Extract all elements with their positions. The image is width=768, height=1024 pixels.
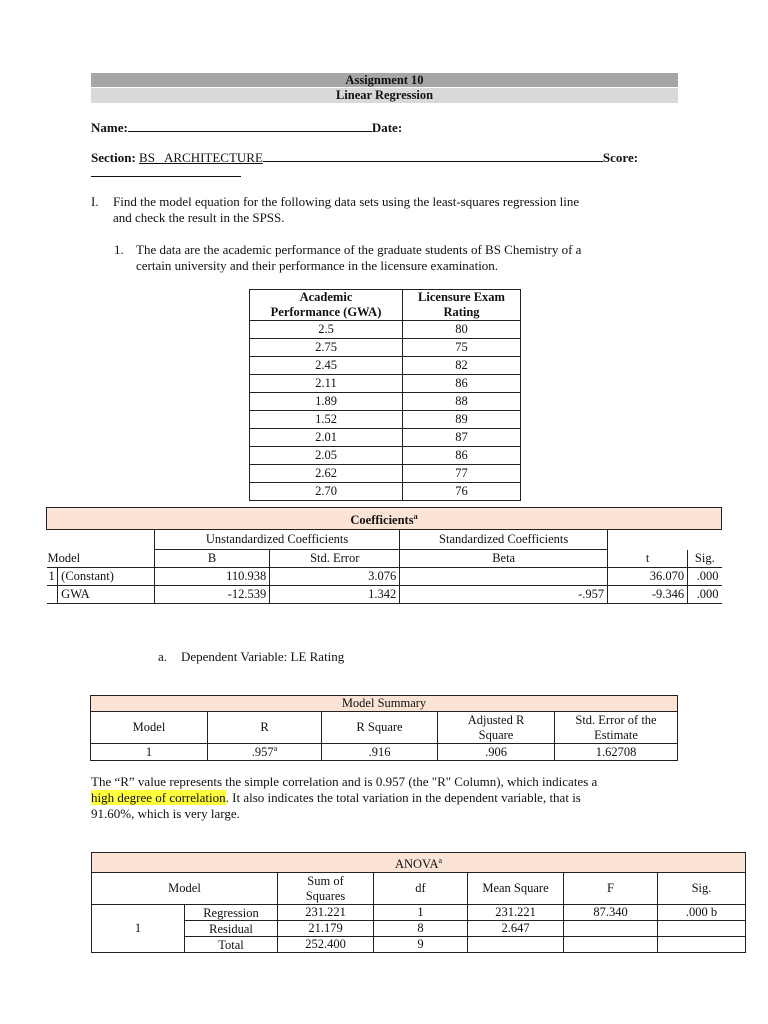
anova-df-header: df bbox=[374, 873, 468, 905]
row-label: (Constant) bbox=[58, 568, 155, 586]
name-label: Name: bbox=[91, 120, 128, 135]
summary-rsq-header: R Square bbox=[322, 712, 438, 744]
anova-model-header: Model bbox=[92, 873, 278, 905]
paragraph-line-1: The “R” value represents the simple correlation and is 0.957 (the "R" Column), which indicates a bbox=[91, 774, 598, 789]
anova-f-header: F bbox=[564, 873, 658, 905]
anova-sig-header: Sig. bbox=[658, 873, 746, 905]
beta-header: Beta bbox=[400, 550, 608, 568]
table-row: 2.45 82 bbox=[250, 357, 521, 375]
paragraph-line-2: high degree of correlation. It also indicates the total variation in the dependent variable, that is bbox=[91, 790, 581, 805]
summary-r-header: R bbox=[208, 712, 322, 744]
coefficients-table bbox=[46, 507, 722, 604]
sig-header: Sig. bbox=[688, 550, 722, 568]
section-label: Section: bbox=[91, 150, 136, 165]
anova-ms-header: Mean Square bbox=[468, 873, 564, 905]
section-field bbox=[91, 149, 681, 166]
summary-model-header: Model bbox=[91, 712, 208, 744]
table-row: 1 (Constant) 110.938 3.076 36.070 .000 bbox=[47, 568, 722, 586]
unstandardized-header: Unstandardized Coefficients bbox=[154, 530, 399, 550]
model-index: 1 bbox=[47, 568, 58, 586]
table-row: Total 252.400 9 bbox=[92, 937, 746, 953]
table-row: 1.89 88 bbox=[250, 393, 521, 411]
highlighted-text: high degree of correlation bbox=[91, 790, 226, 805]
date-label: Date: bbox=[371, 120, 403, 135]
item-number: 1. bbox=[114, 242, 124, 257]
table-row: 1.52 89 bbox=[250, 411, 521, 429]
table-row: 1 .957$^a$ .916 .906 1.62708 bbox=[91, 744, 678, 761]
table-row: 2.11 86 bbox=[250, 375, 521, 393]
anova-ss-header: Sum of Squares bbox=[278, 873, 374, 905]
data-table-header bbox=[250, 290, 521, 321]
instruction-line-1: Find the model equation for the following data sets using the least-squares regression line bbox=[113, 194, 580, 209]
section-value: BS ARCHITECTURE bbox=[139, 150, 263, 165]
item-line-2: certain university and their performance in the licensure examination. bbox=[136, 258, 499, 273]
paragraph-line-3: 91.60%, which is very large. bbox=[91, 806, 240, 821]
table-row: 2.01 87 bbox=[250, 429, 521, 447]
name-field bbox=[91, 119, 402, 136]
anova-table bbox=[91, 852, 746, 953]
score-label: Score: bbox=[602, 150, 639, 165]
standardized-header: Standardized Coefficients bbox=[400, 530, 608, 550]
score-blank bbox=[91, 176, 241, 177]
data-table bbox=[249, 289, 521, 501]
table-row: GWA -12.539 1.342 -.957 -9.346 .000 bbox=[47, 586, 722, 604]
table-row: 2.70 76 bbox=[250, 483, 521, 501]
table-row: 2.5 80 bbox=[250, 321, 521, 339]
rating-header: Licensure Exam Rating bbox=[403, 290, 521, 321]
roman-numeral: I. bbox=[91, 194, 99, 209]
summary-adj-header: Adjusted R Square bbox=[438, 712, 555, 744]
gwa-header: Academic Performance (GWA) bbox=[250, 290, 403, 321]
assignment-title: Assignment 10 bbox=[91, 73, 678, 87]
table-row: 2.75 75 bbox=[250, 339, 521, 357]
std-error-header: Std. Error bbox=[270, 550, 400, 568]
summary-se-header: Std. Error of the Estimate bbox=[555, 712, 678, 744]
dependent-note: Dependent Variable: LE Rating bbox=[181, 649, 345, 664]
t-header: t bbox=[608, 550, 688, 568]
coefficients-title: Coefficients$^a$ bbox=[47, 508, 722, 530]
name-blank bbox=[128, 119, 372, 132]
table-row: Residual 21.179 8 2.647 bbox=[92, 921, 746, 937]
b-header: B bbox=[154, 550, 269, 568]
model-summary-table bbox=[90, 695, 678, 761]
anova-model-number: 1 bbox=[92, 905, 185, 953]
section-blank bbox=[263, 149, 603, 162]
model-summary-title: Model Summary bbox=[91, 696, 678, 712]
anova-title: ANOVA$^a$ bbox=[92, 853, 746, 873]
row-label: GWA bbox=[58, 586, 155, 604]
table-row: 2.05 86 bbox=[250, 447, 521, 465]
item-line-1: The data are the academic performance of the graduate students of BS Chemistry of a bbox=[136, 242, 582, 257]
table-row: 1 Regression 231.221 1 231.221 87.340 .000 b bbox=[92, 905, 746, 921]
table-row: 2.62 77 bbox=[250, 465, 521, 483]
instruction-line-2: and check the result in the SPSS. bbox=[113, 210, 285, 225]
model-header: Model bbox=[47, 550, 155, 568]
dependent-letter: a. bbox=[158, 649, 168, 664]
assignment-subtitle: Linear Regression bbox=[91, 88, 678, 103]
